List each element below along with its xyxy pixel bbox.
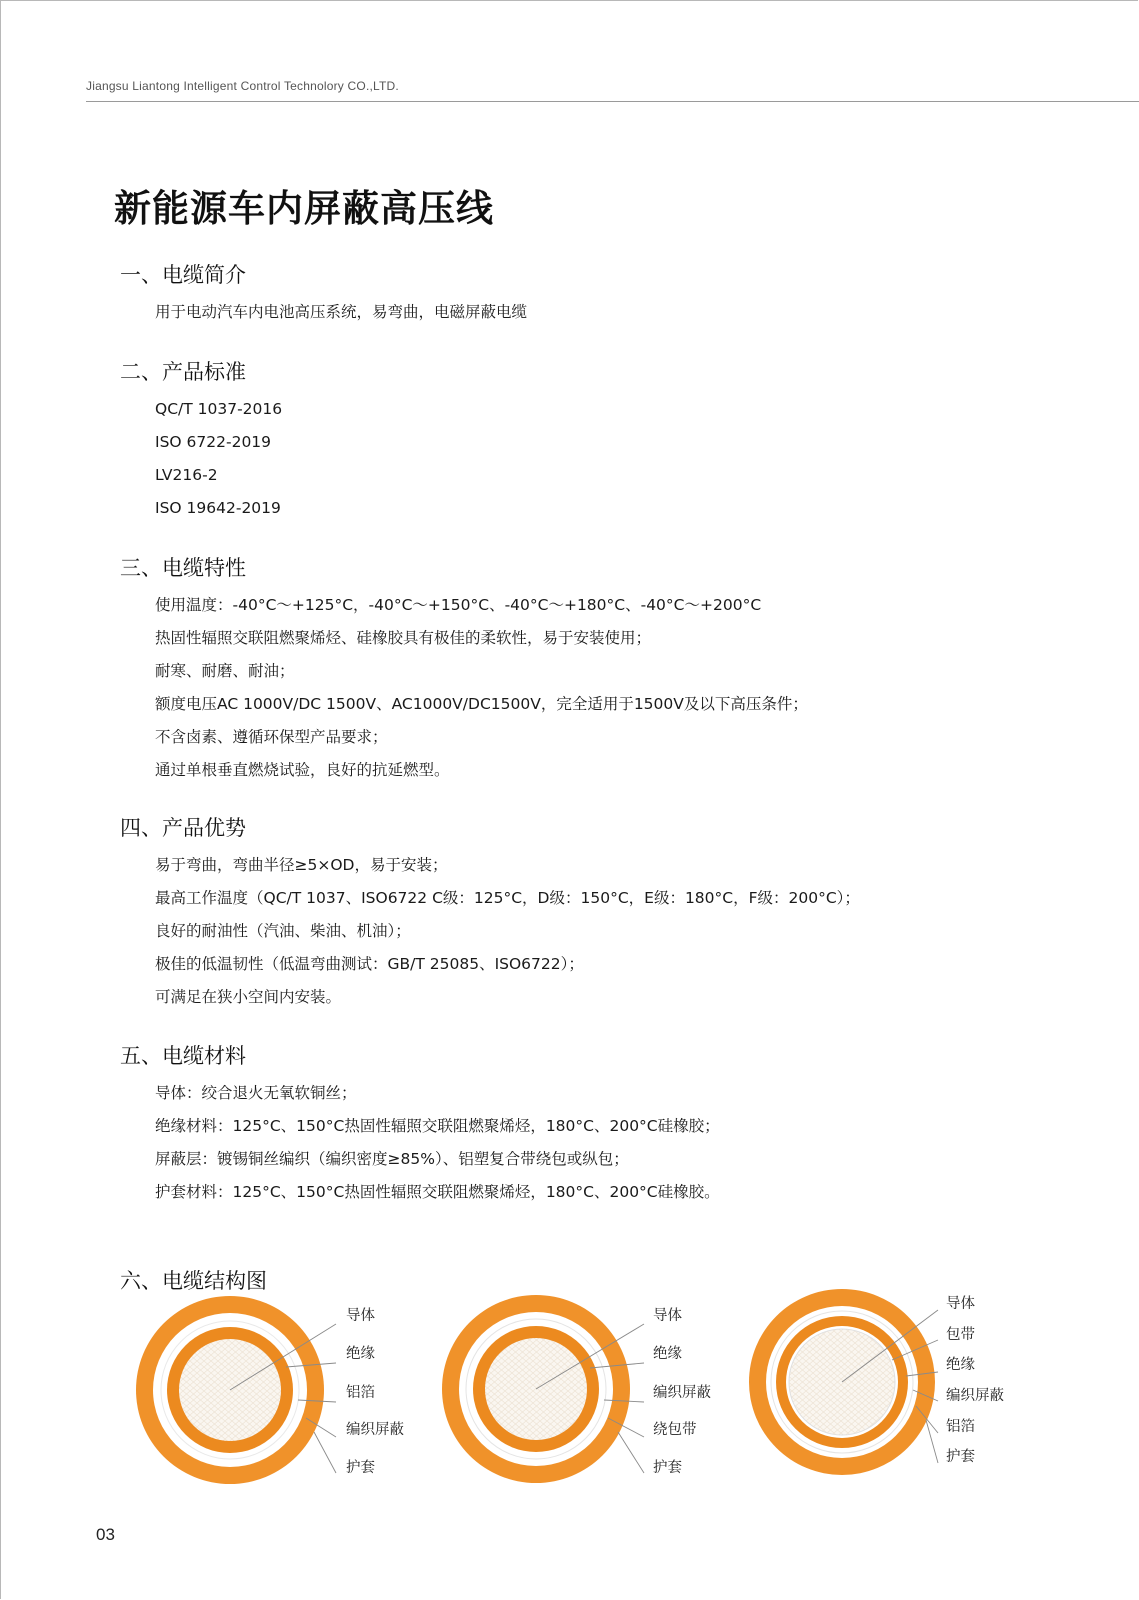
section-line: LV216-2 [155, 466, 218, 484]
section-line: 易于弯曲，弯曲半径≥5×OD，易于安装； [155, 856, 448, 874]
section-line: 用于电动汽车内电池高压系统，易弯曲，电磁屏蔽电缆 [155, 303, 528, 321]
diagram-label: 铝箔 [346, 1385, 375, 1401]
section-heading: 二、产品标准 [120, 360, 246, 384]
section-line: 护套材料：125°C、150°C热固性辐照交联阻燃聚烯烃，180°C、200°C硅橡胶。 [155, 1183, 720, 1201]
section-heading: 六、电缆结构图 [120, 1269, 267, 1293]
section-heading: 四、产品优势 [120, 816, 246, 840]
section-heading: 三、电缆特性 [120, 556, 246, 580]
section-line: 通过单根垂直燃烧试验，良好的抗延燃型。 [155, 761, 450, 779]
section-line: ISO 6722-2019 [155, 433, 272, 451]
section-line: 额度电压AC 1000V/DC 1500V、AC1000V/DC1500V，完全适用于1500V及以下高压条件； [155, 695, 808, 713]
section-line: 绝缘材料：125°C、150°C热固性辐照交联阻燃聚烯烃，180°C、200°C硅橡胶； [155, 1117, 720, 1135]
section-line: 良好的耐油性（汽油、柴油、机油）； [155, 922, 411, 940]
cable-diagram-3 [749, 1289, 1004, 1475]
diagram-label: 编织屏蔽 [946, 1388, 1004, 1404]
diagram-label: 导体 [346, 1308, 375, 1324]
section-lines [155, 589, 808, 787]
section-line: 不含卤素、遵循环保型产品要求； [155, 728, 388, 746]
diagram-label: 绝缘 [653, 1346, 682, 1362]
section-line: 屏蔽层：镀锡铜丝编织（编织密度≥85%）、铝塑复合带绕包或纵包； [155, 1150, 629, 1168]
cable-diagram-1 [136, 1296, 404, 1484]
diagram-label: 绕包带 [653, 1422, 697, 1438]
page-number: 03 [96, 1525, 115, 1544]
cable-diagram-2 [442, 1295, 711, 1483]
section-heading: 一、电缆简介 [120, 263, 246, 287]
section-lines [155, 296, 527, 329]
leader-line [314, 1432, 336, 1473]
diagram-label: 绝缘 [946, 1357, 975, 1373]
header-rule [86, 101, 1139, 102]
section-product-advantages [120, 815, 860, 1014]
diagram-label: 护套 [346, 1460, 375, 1476]
cable-structure-diagrams [120, 1280, 1040, 1520]
section-line: ISO 19642-2019 [155, 499, 281, 517]
section-line: QC/T 1037-2016 [155, 400, 283, 418]
diagram-label: 铝箔 [946, 1419, 975, 1435]
section-product-standards [120, 359, 282, 525]
diagram-label: 护套 [946, 1449, 975, 1465]
section-line: 极佳的低温韧性（低温弯曲测试：GB/T 25085、ISO6722）； [155, 955, 584, 973]
company-header: Jiangsu Liantong Intelligent Control Technolory CO.,LTD. [86, 79, 399, 93]
section-lines [155, 393, 282, 525]
leader-line [926, 1420, 938, 1463]
diagram-label: 护套 [653, 1460, 682, 1476]
diagram-label: 导体 [946, 1296, 975, 1312]
section-heading: 五、电缆材料 [120, 1044, 246, 1068]
section-cable-characteristics [120, 555, 808, 787]
section-line: 可满足在狭小空间内安装。 [155, 988, 342, 1006]
section-line: 导体：绞合退火无氧软铜丝； [155, 1084, 357, 1102]
section-cable-intro [120, 262, 527, 329]
section-lines [155, 849, 860, 1014]
diagram-label: 导体 [653, 1308, 682, 1324]
section-line: 最高工作温度（QC/T 1037、ISO6722 C级：125°C，D级：150°C，E级：180°C，F级：200°C）； [155, 889, 860, 907]
section-line: 耐寒、耐磨、耐油； [155, 662, 295, 680]
section-line: 使用温度：-40°C～+125°C，-40°C～+150°C、-40°C～+180°C、-40°C～+200°C [155, 596, 762, 614]
diagram-label: 编织屏蔽 [346, 1422, 404, 1438]
section-lines [155, 1077, 720, 1209]
leader-line [618, 1432, 644, 1473]
diagram-label: 编织屏蔽 [653, 1385, 711, 1401]
section-line: 热固性辐照交联阻燃聚烯烃、硅橡胶具有极佳的柔软性，易于安装使用； [155, 629, 652, 647]
diagram-label: 绝缘 [346, 1346, 375, 1362]
document-title: 新能源车内屏蔽高压线 [114, 187, 494, 230]
diagram-label: 包带 [946, 1327, 975, 1343]
section-cable-materials [120, 1043, 720, 1209]
